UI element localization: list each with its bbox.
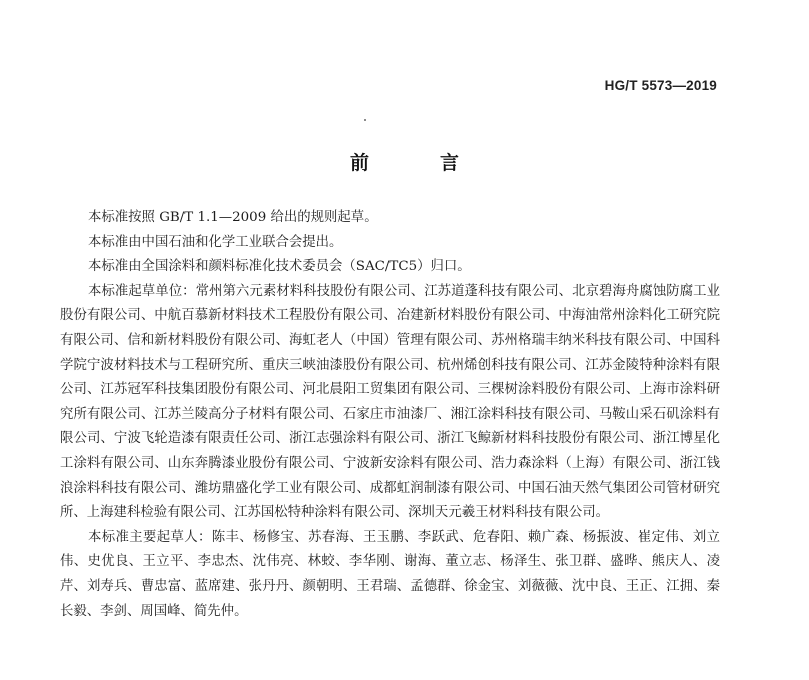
page-title: 前 言 <box>349 152 485 174</box>
drafting-rule-paragraph: 本标准按照 GB/T 1.1—2009 给出的规则起草。 <box>88 210 378 225</box>
committee-paragraph: 本标准由全国涂料和颜料标准化技术委员会（SAC/TC5）归口。 <box>88 259 471 275</box>
drafters-paragraph: 本标准主要起草人：陈丰、杨修宝、苏春海、王玉鹏、李跃武、危春阳、赖广森、杨振波、崔定伟、刘立伟、史优良、王立平、李忠杰、沈伟亮、林蛟、李华刚、谢海、董立志、杨泽生、张卫群、盛晔、熊庆人、凌芹、刘寿兵、曹忠富、蓝席建、张丹丹、颜朝明、王君瑞、孟德群、徐金宝、刘薇薇、沈中良、王正、江拥、秦长毅、李剑、周国峰、简先仲。 <box>60 529 720 619</box>
standard-code: HG/T 5573—2019 <box>604 78 717 93</box>
foreword-body <box>60 206 720 624</box>
drafting-units-paragraph: 本标准起草单位：常州第六元素材料科技股份有限公司、江苏道蓬科技有限公司、北京碧海舟腐蚀防腐工业股份有限公司、中航百慕新材料技术工程股份有限公司、冶建新材料股份有限公司、中海油常州涂料化工研究院有限公司、信和新材料股份有限公司、海虹老人（中国）管理有限公司、苏州格瑞丰纳米科技有限公司、中国科学院宁波材料技术与工程研究所、重庆三峡油漆股份有限公司、杭州烯创科技有限公司、江苏金陵特种涂料有限公司、江苏冠军科技集团股份有限公司、河北晨阳工贸集团有限公司、三棵树涂料股份有限公司、上海市涂料研究所有限公司、江苏兰陵高分子材料有限公司、石家庄市油漆厂、湘江涂料科技有限公司、马鞍山采石矶涂料有限公司、宁波飞轮造漆有限责任公司、浙江志强涂料有限公司、浙江飞鲸新材料科技股份有限公司、浙江博星化工涂料有限公司、山东奔腾漆业股份有限公司、宁波新安涂料有限公司、浩力森涂料（上海）有限公司、浙江钱浪涂料科技有限公司、潍坊鼎盛化学工业有限公司、成都虹润制漆有限公司、中国石油天然气集团公司管材研究所、上海建科检验有限公司、江苏国松特种涂料有限公司、深圳天元羲王材料科技有限公司。 <box>60 283 720 521</box>
proposer-paragraph: 本标准由中国石油和化学工业联合会提出。 <box>88 234 343 250</box>
scan-speck <box>364 119 366 121</box>
